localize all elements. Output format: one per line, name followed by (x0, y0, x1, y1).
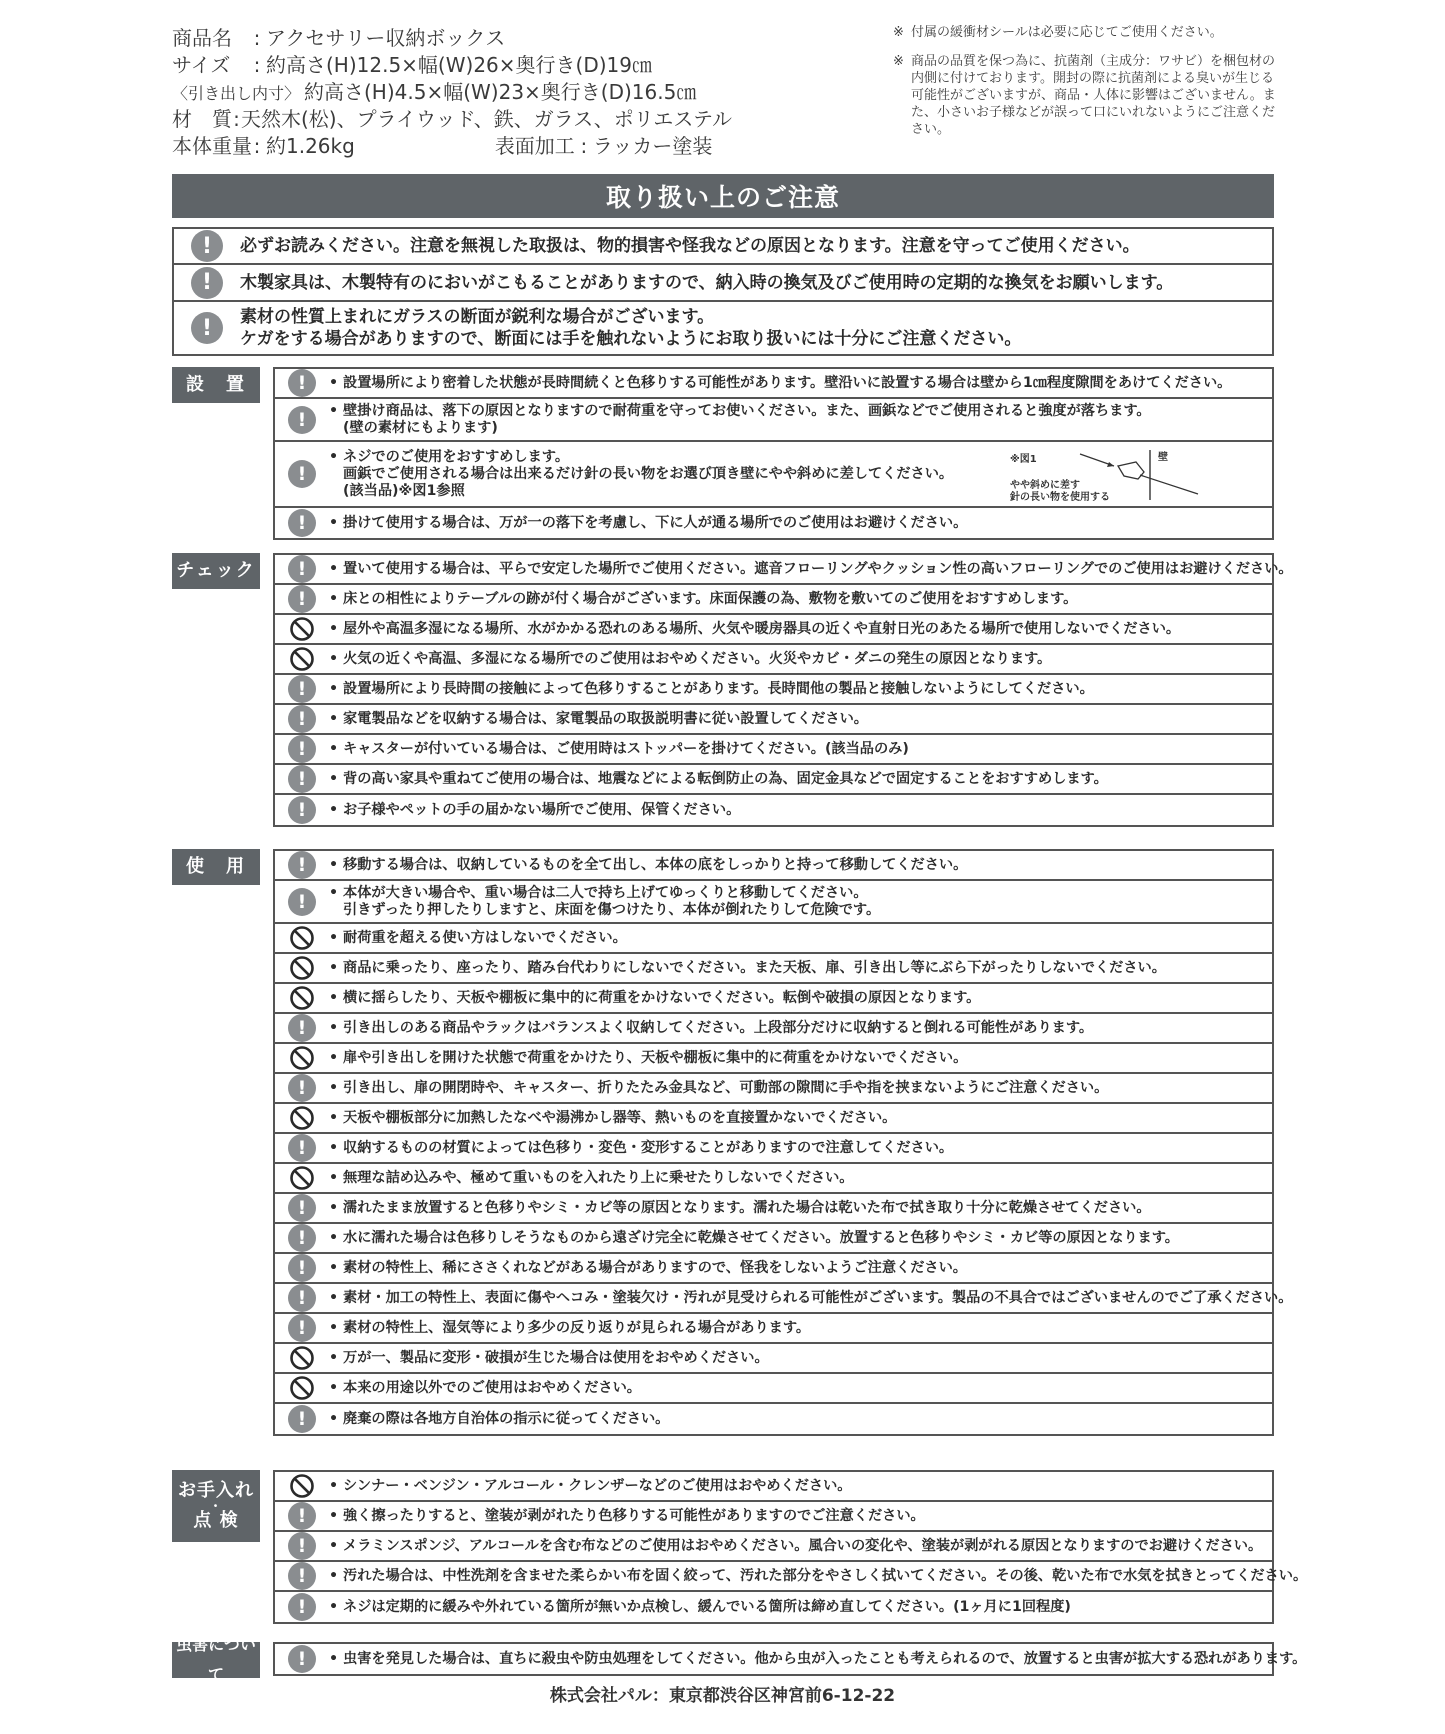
warning-icon: ! (288, 851, 316, 879)
notice-text: 収納するものの材質によっては色移り・変色・変形することがありますので注意してください。 (343, 1139, 954, 1156)
notice-row (275, 1374, 1272, 1404)
bullet-mark: • (329, 989, 339, 1006)
notice-text: シンナー・ベンジン・アルコール・クレンザーなどのご使用はおやめください。 (343, 1477, 852, 1494)
notice-row (275, 369, 1272, 399)
prohibited-icon (289, 616, 315, 642)
notice-text: ネジでのご使用をおすすめします。 (343, 448, 570, 465)
notice-row (275, 1134, 1272, 1164)
notice-row (275, 1044, 1272, 1074)
notice-text: 設置場所により密着した状態が長時間続くと色移りする可能性があります。壁沿いに設置する場合は壁から1㎝程度隙間をあけてください。 (343, 374, 1232, 391)
notice-text: 素材の特性上、湿気等により多少の反り返りが見られる場合があります。 (343, 1319, 811, 1336)
top-warning-row: ! 木製家具は、木製特有のにおいがこもることがありますので、納入時の換気及びご使用時の定期的な換気をお願いします。 (174, 265, 1272, 302)
prohibited-icon (289, 1165, 315, 1191)
bullet-mark: • (329, 1507, 339, 1524)
company-footer: 株式会社パル：東京都渋谷区神宮前6-12-22 (549, 1686, 896, 1706)
notice-text: 強く擦ったりすると、塗装が剥がれたり色移りする可能性がありますのでご注意ください。 (343, 1507, 925, 1524)
bullet-mark: • (329, 884, 339, 901)
warning-icon: ! (288, 1532, 316, 1560)
notice-row (275, 555, 1293, 585)
bullet-mark: • (329, 1079, 339, 1096)
warning-icon: ! (288, 705, 316, 733)
notice-text: 床との相性によりテーブルの跡が付く場合がございます。床面保護の為、敷物を敷いてのご使用をおすすめします。 (343, 590, 1078, 607)
prohibited-icon (289, 1105, 315, 1131)
bullet-mark: • (329, 801, 339, 818)
section-table (273, 849, 1293, 1436)
top-warnings (172, 227, 1274, 356)
notice-text: 虫害を発見した場合は、直ちに殺虫や防虫処理をしてください。他から虫が入ったことも考えられるので、放置すると虫害が拡大する恐れがあります。 (343, 1650, 1307, 1667)
bullet-mark: • (329, 448, 339, 465)
notice-row (275, 1224, 1272, 1254)
warning-icon: ! (288, 1645, 316, 1673)
section-label: 設 置 (172, 367, 260, 403)
notice-text: ネジは定期的に緩みや外れている箇所が無いか点検し、緩んでいる箇所は締め直してください。(1ヶ月に1回程度) (343, 1598, 1071, 1615)
notice-row (275, 442, 1272, 508)
notice-row (275, 705, 1272, 735)
warning-icon: ! (288, 1224, 316, 1252)
warning-icon: ! (288, 796, 316, 824)
notice-row (275, 1254, 1272, 1284)
bullet-mark: • (329, 650, 339, 667)
notice-text: 素材の特性上、稀にささくれなどがある場合がありますので、怪我をしないようご注意ください。 (343, 1259, 967, 1276)
notice-text: 画鋲でご使用される場合は出来るだけ針の長い物をお選び頂き壁にやや斜めに差してください。 (343, 465, 954, 482)
notice-text: 家電製品などを収納する場合は、家電製品の取扱説明書に従い設置してください。 (343, 710, 868, 727)
warning-icon: ! (288, 369, 316, 397)
note-item: ※ 付属の緩衝材シールは必要に応じてご使用ください。 (893, 25, 1223, 40)
warning-icon: ! (288, 1194, 316, 1222)
notice-text: 移動する場合は、収納しているものを全て出し、本体の底をしっかりと持って移動してください。 (343, 856, 968, 873)
bullet-mark: • (329, 959, 339, 976)
bullet-mark: • (329, 1410, 339, 1427)
bullet-mark: • (329, 680, 339, 697)
notice-text: 商品に乗ったり、座ったり、踏み台代わりにしないでください。また天板、扉、引き出し等にぶら下がったりしないでください。 (343, 959, 1166, 976)
notice-text: 天板や棚板部分に加熱したなべや湯沸かし器等、熱いものを直接置かないでください。 (343, 1109, 897, 1126)
notice-text: 無理な詰め込みや、極めて重いものを入れたり上に乗せたりしないでください。 (343, 1169, 854, 1186)
notice-text: 壁掛け商品は、落下の原因となりますので耐荷重を守ってお使いください。また、画鋲などでご使用されると強度が落ちます。 (343, 402, 1151, 419)
section-table (273, 553, 1293, 827)
spec-material: 材 質 : 天然木(松)、プライウッド、鉄、ガラス、ポリエステル (172, 107, 732, 131)
notice-text: 汚れた場合は、中性洗剤を含ませた柔らかい布を固く絞って、汚れた部分をやさしく拭いてください。その後、乾いた布で水気を拭きとってください。 (343, 1567, 1308, 1584)
bullet-mark: • (329, 590, 339, 607)
notice-row (275, 675, 1272, 705)
notice-row (275, 1404, 1272, 1434)
notice-row (275, 795, 1272, 825)
figure-wall-label: 壁 (1158, 452, 1168, 463)
bullet-mark: • (329, 514, 339, 531)
warning-icon: ! (288, 765, 316, 793)
warning-icon: ! (191, 267, 223, 299)
notice-text: 横に揺らしたり、天板や棚板に集中的に荷重をかけないでください。転倒や破損の原因となります。 (343, 989, 981, 1006)
warning-icon: ! (288, 1405, 316, 1433)
notice-row (275, 924, 1272, 954)
notice-row (275, 851, 1272, 881)
bullet-mark: • (329, 740, 339, 757)
figure-label: ※図1 (1010, 454, 1037, 465)
notice-text: 水に濡れた場合は色移りしそうなものから遠ざけ完全に乾燥させてください。放置すると色移りやシミ・カビ等の原因となります。 (343, 1229, 1179, 1246)
side-notes (893, 24, 1277, 150)
bullet-mark: • (329, 1598, 339, 1615)
warning-icon: ! (288, 1254, 316, 1282)
bullet-mark: • (329, 1349, 339, 1366)
figure-1-pushpin-diagram (1010, 446, 1220, 502)
notice-text: (壁の素材にもよります) (343, 419, 498, 436)
bullet-mark: • (329, 620, 339, 637)
bullet-mark: • (329, 929, 339, 946)
prohibited-icon (289, 985, 315, 1011)
bullet-mark: • (329, 560, 339, 577)
notice-text: 置いて使用する場合は、平らで安定した場所でご使用ください。遮音フローリングやクッション性の高いフローリングでのご使用はお避けください。 (343, 560, 1293, 577)
top-warning-row: ! 必ずお読みください。注意を無視した取扱は、物的損害や怪我などの原因となります。注意を守ってご使用ください。 (174, 229, 1272, 265)
figure-caption: やや斜めに差す (1010, 480, 1080, 491)
notice-row (275, 585, 1272, 615)
warning-icon: ! (191, 312, 223, 344)
notice-text: 廃棄の際は各地方自治体の指示に従ってください。 (343, 1410, 670, 1427)
notice-row (275, 508, 1272, 538)
notice-text: 耐荷重を超える使い方はしないでください。 (343, 929, 627, 946)
notice-row (275, 1074, 1272, 1104)
notice-row (275, 1194, 1272, 1224)
section-table (273, 367, 1274, 540)
bullet-mark: • (329, 1049, 339, 1066)
prohibited-icon (289, 1345, 315, 1371)
product-specs (172, 22, 732, 157)
notice-row (275, 1314, 1272, 1344)
bullet-mark: • (329, 856, 339, 873)
page-title: 取り扱い上のご注意 (172, 174, 1274, 218)
figure-caption: 針の長い物を使用する (1010, 492, 1110, 503)
bullet-mark: • (329, 1019, 339, 1036)
notice-text: 引きずったり押したりしますと、床面を傷つけたり、本体が倒れたりして危険です。 (343, 901, 881, 918)
spec-weight: 本体重量 : 約1.26kg 表面加工 : ラッカー塗装 (172, 134, 713, 158)
notice-row (275, 1502, 1272, 1532)
bullet-mark: • (329, 1537, 339, 1554)
notice-text: 万が一、製品に変形・破損が生じた場合は使用をおやめください。 (343, 1349, 769, 1366)
notice-row (275, 399, 1272, 442)
pushpin-icon (1078, 446, 1218, 502)
notice-row (275, 1592, 1272, 1622)
warning-icon: ! (288, 1284, 316, 1312)
bullet-mark: • (329, 710, 339, 727)
notice-row (275, 984, 1272, 1014)
warning-icon: ! (288, 1314, 316, 1342)
bullet-mark: • (329, 1477, 339, 1494)
warning-icon: ! (288, 460, 316, 488)
notice-row (275, 954, 1272, 984)
notice-row (275, 645, 1272, 675)
warning-icon: ! (288, 509, 316, 537)
notice-text: 素材・加工の特性上、表面に傷やヘコみ・塗装欠け・汚れが見受けられる可能性がございます。製品の不具合ではございませんのでご了承ください。 (343, 1289, 1293, 1306)
warning-icon: ! (288, 888, 316, 916)
notice-text: 本体が大きい場合や、重い場合は二人で持ち上げてゆっくりと移動してください。 (343, 884, 868, 901)
section-label: 虫害について (172, 1642, 260, 1678)
bullet-mark: • (329, 1289, 339, 1306)
notice-text: 背の高い家具や重ねてご使用の場合は、地震などによる転倒防止の為、固定金具などで固定することをおすすめします。 (343, 770, 1108, 787)
spec-size: サイズ : 約高さ(H)12.5×幅(W)26×奥行き(D)19㎝ (172, 53, 652, 77)
prohibited-icon (289, 1375, 315, 1401)
warning-icon: ! (288, 406, 316, 434)
warning-icon: ! (288, 585, 316, 613)
notice-text: (該当品)※図1参照 (343, 482, 465, 499)
note-item: ※ 商品の品質を保つ為に、抗菌剤（主成分：ワサビ）を梱包材の内側に付けております。開封の際に抗菌剤による臭いが生じる可能性がございますが、商品・人体に影響はございません。また、小さいお子様などが誤って口にいれないようにご注意ください。 (893, 54, 1276, 137)
section-label: お手入れ ・ 点 検 (172, 1470, 260, 1542)
bullet-mark: • (329, 770, 339, 787)
warning-icon: ! (288, 1562, 316, 1590)
bullet-mark: • (329, 1139, 339, 1156)
notice-row (275, 1104, 1272, 1134)
bullet-mark: • (329, 1567, 339, 1584)
warning-icon: ! (288, 1074, 316, 1102)
warning-icon: ! (288, 675, 316, 703)
warning-icon: ! (288, 1593, 316, 1621)
notice-row (275, 881, 1272, 924)
prohibited-icon (289, 1045, 315, 1071)
bullet-mark: • (329, 1319, 339, 1336)
notice-text: 扉や引き出しを開けた状態で荷重をかけたり、天板や棚板に集中的に荷重をかけないでください。 (343, 1049, 968, 1066)
warning-icon: ! (288, 1134, 316, 1162)
notice-text: 引き出し、扉の開閉時や、キャスター、折りたたみ金具など、可動部の隙間に手や指を挟まないようにご注意ください。 (343, 1079, 1109, 1096)
notice-text: 濡れたまま放置すると色移りやシミ・カビ等の原因となります。濡れた場合は乾いた布で拭き取り十分に乾燥させてください。 (343, 1199, 1151, 1216)
notice-text: 屋外や高温多湿になる場所、水がかかる恐れのある場所、火気や暖房器具の近くや直射日光のあたる場所で使用しないでください。 (343, 620, 1181, 637)
notice-row (275, 1164, 1272, 1194)
notice-text: 掛けて使用する場合は、万が一の落下を考慮し、下に人が通る場所でのご使用はお避けください。 (343, 514, 968, 531)
bullet-mark: • (329, 1259, 339, 1276)
bullet-mark: • (329, 1650, 339, 1667)
prohibited-icon (289, 646, 315, 672)
warning-icon: ! (288, 555, 316, 583)
bullet-mark: • (329, 1169, 339, 1186)
bullet-mark: • (329, 402, 339, 419)
notice-row (275, 615, 1272, 645)
notice-text: 本来の用途以外でのご使用はおやめください。 (343, 1379, 641, 1396)
section-label: チェック (172, 553, 260, 589)
prohibited-icon (289, 955, 315, 981)
bullet-mark: • (329, 374, 339, 391)
prohibited-icon (289, 1473, 315, 1499)
top-warning-row: ! 素材の性質上まれにガラスの断面が鋭利な場合がございます。 ケガをする場合がありますので、断面には手を触れないようにお取り扱いには十分にご注意ください。 (174, 302, 1272, 354)
notice-row (275, 1344, 1272, 1374)
bullet-mark: • (329, 1229, 339, 1246)
notice-row (275, 765, 1272, 795)
spec-drawer: 〈引き出し内寸〉 約高さ(H)4.5×幅(W)23×奥行き(D)16.5㎝ (172, 80, 697, 104)
notice-row (275, 1562, 1308, 1592)
bullet-mark: • (329, 1379, 339, 1396)
prohibited-icon (289, 925, 315, 951)
bullet-mark: • (329, 1109, 339, 1126)
notice-text: お子様やペットの手の届かない場所でご使用、保管ください。 (343, 801, 741, 818)
warning-icon: ! (288, 1014, 316, 1042)
notice-text: 設置場所により長時間の接触によって色移りすることがあります。長時間他の製品と接触しないようにしてください。 (343, 680, 1094, 697)
notice-row (275, 1472, 1272, 1502)
notice-row (275, 1284, 1293, 1314)
section-label: 使 用 (172, 849, 260, 885)
notice-text: 引き出しのある商品やラックはバランスよく収納してください。上段部分だけに収納すると倒れる可能性があります。 (343, 1019, 1094, 1036)
notice-row (275, 1014, 1272, 1044)
warning-icon: ! (191, 230, 223, 262)
notice-text: メラミンスポンジ、アルコールを含む布などのご使用はおやめください。風合いの変化や、塗装が剥がれる原因となりますのでお避けください。 (343, 1537, 1263, 1554)
bullet-mark: • (329, 1199, 339, 1216)
notice-text: 火気の近くや高温、多湿になる場所でのご使用はおやめください。火災やカビ・ダニの発生の原因となります。 (343, 650, 1052, 667)
notice-row (275, 1532, 1272, 1562)
section-table (273, 1470, 1308, 1624)
warning-icon: ! (288, 735, 316, 763)
notice-text: キャスターが付いている場合は、ご使用時はストッパーを掛けてください。(該当品のみ) (343, 740, 909, 757)
spec-name: 商品名 : アクセサリー収納ボックス (172, 26, 506, 50)
warning-icon: ! (288, 1502, 316, 1530)
notice-row (275, 1644, 1307, 1674)
notice-row (275, 735, 1272, 765)
section-table (273, 1642, 1307, 1676)
